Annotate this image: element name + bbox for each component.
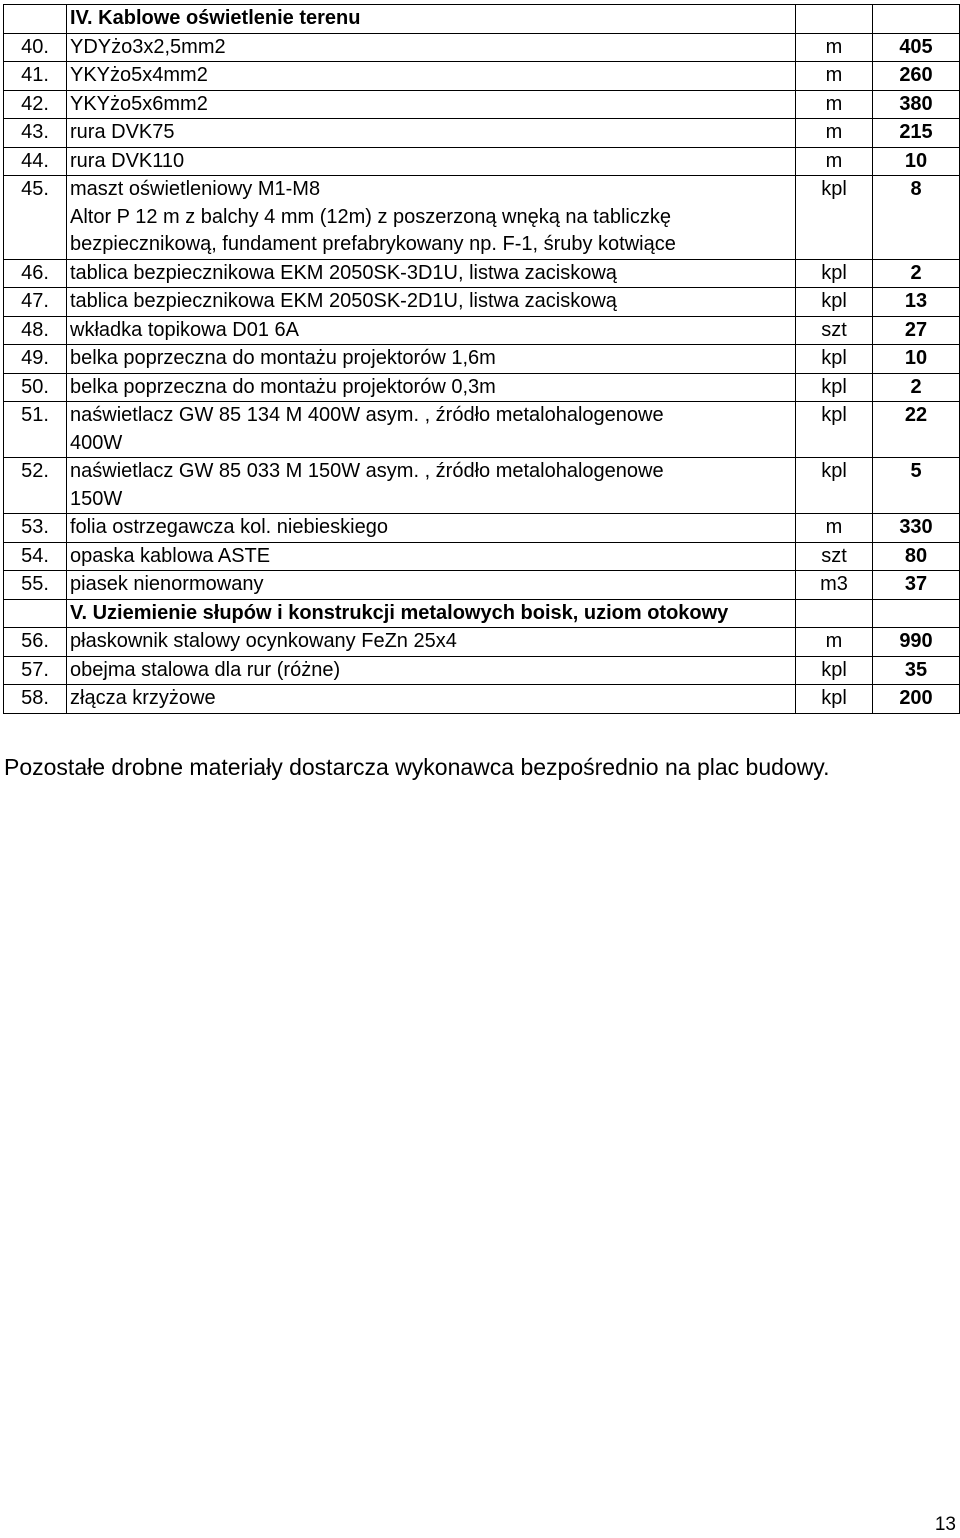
table-row (4, 147, 960, 176)
item-number: 45. (4, 176, 67, 260)
footer-note: Pozostałe drobne materiały dostarcza wykonawca bezpośrednio na plac budowy. (4, 754, 830, 780)
item-description (67, 288, 796, 317)
item-description-line: naświetlacz GW 85 134 M 400W asym. , źródło metalohalogenowe (70, 404, 664, 426)
item-description-line: maszt oświetleniowy M1-M8 (70, 178, 321, 200)
item-description-line: belka poprzeczna do montażu projektorów 1,6m (70, 347, 496, 369)
item-quantity: 405 (873, 33, 960, 62)
item-quantity: 37 (873, 571, 960, 600)
item-unit: m (796, 62, 873, 91)
table-row (4, 288, 960, 317)
item-unit: m3 (796, 571, 873, 600)
item-description-line: wkładka topikowa D01 6A (70, 318, 300, 341)
item-description (67, 685, 796, 714)
section-unit-cell (796, 599, 873, 628)
item-description-line: rura DVK110 (70, 149, 185, 172)
item-description-line: folia ostrzegawcza kol. niebieskiego (70, 516, 388, 538)
item-description-line: YKYżo5x4mm2 (70, 64, 208, 86)
section-qty-cell (873, 599, 960, 628)
item-unit: kpl (796, 458, 873, 514)
item-number: 50. (4, 373, 67, 402)
item-quantity: 35 (873, 656, 960, 685)
table-row (4, 458, 960, 514)
item-description-line: Altor P 12 m z balchy 4 mm (12m) z poszerzoną wnęką na tabliczkę (70, 205, 671, 228)
item-description-line: bezpiecznikową, fundament prefabrykowany np. F-1, śruby kotwiące (70, 233, 676, 255)
item-unit: kpl (796, 288, 873, 317)
item-description-line: złącza krzyżowe (70, 687, 216, 709)
item-unit: kpl (796, 373, 873, 402)
section-number-cell (4, 5, 67, 34)
table-row (4, 90, 960, 119)
item-number: 48. (4, 316, 67, 345)
item-quantity: 2 (873, 373, 960, 402)
page-number: 13 (934, 1514, 956, 1535)
table-row (4, 628, 960, 657)
item-description (67, 345, 796, 374)
table-row (4, 685, 960, 714)
item-number: 55. (4, 571, 67, 600)
section-heading: V. Uziemienie słupów i konstrukcji metalowych boisk, uziom otokowy (67, 599, 796, 628)
table-row (4, 259, 960, 288)
item-quantity: 80 (873, 542, 960, 571)
item-unit: kpl (796, 176, 873, 260)
item-description (67, 373, 796, 402)
item-description (67, 402, 796, 458)
item-description (67, 33, 796, 62)
table-row (4, 402, 960, 458)
item-description (67, 147, 796, 176)
item-unit: szt (796, 542, 873, 571)
item-quantity: 10 (873, 345, 960, 374)
item-unit: m (796, 119, 873, 148)
section-row (4, 5, 960, 34)
item-description-line: naświetlacz GW 85 033 M 150W asym. , źródło metalohalogenowe (70, 460, 664, 482)
item-number: 53. (4, 514, 67, 543)
table-row (4, 119, 960, 148)
item-quantity: 27 (873, 316, 960, 345)
materials-table-body (4, 5, 960, 714)
item-description-line: opaska kablowa ASTE (70, 544, 271, 567)
item-number: 57. (4, 656, 67, 685)
item-unit: kpl (796, 345, 873, 374)
item-description (67, 90, 796, 119)
table-row (4, 33, 960, 62)
item-description-line: YDYżo3x2,5mm2 (70, 35, 226, 58)
item-number: 42. (4, 90, 67, 119)
table-row (4, 542, 960, 571)
item-description (67, 259, 796, 288)
table-row (4, 373, 960, 402)
item-description (67, 458, 796, 514)
item-number: 56. (4, 628, 67, 657)
item-number: 58. (4, 685, 67, 714)
item-number: 52. (4, 458, 67, 514)
item-description-line: rura DVK75 (70, 121, 175, 143)
section-heading: IV. Kablowe oświetlenie terenu (67, 5, 796, 34)
item-number: 46. (4, 259, 67, 288)
section-number-cell (4, 599, 67, 628)
item-description-line: YKYżo5x6mm2 (70, 92, 208, 115)
item-quantity: 13 (873, 288, 960, 317)
item-unit: m (796, 628, 873, 657)
item-description-line: obejma stalowa dla rur (różne) (70, 658, 341, 681)
item-description (67, 514, 796, 543)
item-description-line: tablica bezpiecznikowa EKM 2050SK-3D1U, listwa zaciskową (70, 261, 617, 284)
item-number: 43. (4, 119, 67, 148)
item-quantity: 10 (873, 147, 960, 176)
item-description-line: belka poprzeczna do montażu projektorów 0,3m (70, 375, 496, 398)
item-number: 40. (4, 33, 67, 62)
item-unit: kpl (796, 402, 873, 458)
item-number: 54. (4, 542, 67, 571)
item-description-line: 400W (70, 431, 123, 454)
item-quantity: 200 (873, 685, 960, 714)
table-row (4, 62, 960, 91)
table-row (4, 176, 960, 260)
item-description-line: płaskownik stalowy ocynkowany FeZn 25x4 (70, 630, 457, 652)
item-description-line: piasek nienormowany (70, 573, 264, 595)
item-quantity: 8 (873, 176, 960, 260)
table-row (4, 316, 960, 345)
item-number: 44. (4, 147, 67, 176)
item-unit: kpl (796, 685, 873, 714)
item-description-line: 150W (70, 487, 123, 510)
item-description (67, 62, 796, 91)
table-row (4, 571, 960, 600)
item-unit: m (796, 33, 873, 62)
item-number: 49. (4, 345, 67, 374)
section-row (4, 599, 960, 628)
item-quantity: 2 (873, 259, 960, 288)
item-unit: kpl (796, 259, 873, 288)
item-quantity: 22 (873, 402, 960, 458)
item-description (67, 628, 796, 657)
section-unit-cell (796, 5, 873, 34)
item-description (67, 119, 796, 148)
item-number: 41. (4, 62, 67, 91)
item-description (67, 656, 796, 685)
item-quantity: 330 (873, 514, 960, 543)
item-description (67, 571, 796, 600)
item-description (67, 176, 796, 260)
item-number: 47. (4, 288, 67, 317)
item-unit: m (796, 514, 873, 543)
item-unit: m (796, 147, 873, 176)
item-quantity: 260 (873, 62, 960, 91)
item-quantity: 5 (873, 458, 960, 514)
item-unit: szt (796, 316, 873, 345)
item-quantity: 215 (873, 119, 960, 148)
section-qty-cell (873, 5, 960, 34)
table-row (4, 656, 960, 685)
item-description (67, 316, 796, 345)
table-row (4, 345, 960, 374)
table-row (4, 514, 960, 543)
item-description-line: tablica bezpiecznikowa EKM 2050SK-2D1U, listwa zaciskową (70, 290, 617, 312)
materials-table (3, 4, 960, 714)
item-unit: m (796, 90, 873, 119)
item-number: 51. (4, 402, 67, 458)
item-quantity: 990 (873, 628, 960, 657)
item-unit: kpl (796, 656, 873, 685)
item-description (67, 542, 796, 571)
item-quantity: 380 (873, 90, 960, 119)
